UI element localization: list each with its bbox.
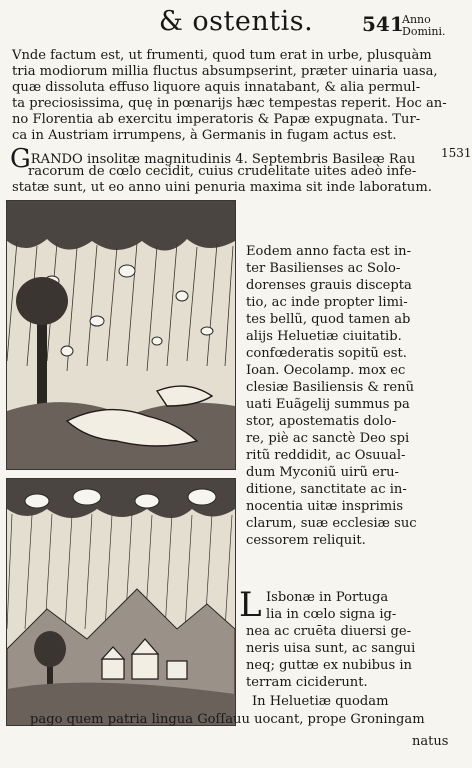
text-line: clarum, suæ ecclesiæ suc [246,516,417,531]
text-line: ditione, sanctitate ac in- [246,482,407,497]
text-line: re, piè ac sanctè Deo spi [246,431,410,446]
text-line: terram ciciderunt. [246,675,368,690]
text-line: ritũ reddidit, ac Osuual- [246,448,406,463]
text-line: tes bellũ, quod tamen ab [246,312,411,327]
text-line: racorum de cœlo cecidit, cuius crudelitate uites adeò infe- [28,164,417,179]
text-line: In Heluetiæ quodam [252,694,389,709]
text-line: stor, apostematis dolo- [246,414,397,429]
text-line: cessorem reliquit. [246,533,366,548]
text-line: tria modiorum millia fluctus absumpserint, præter uinaria uasa, [12,64,438,79]
hailstorm-woodcut [6,200,236,470]
fiery-sky-illustration [7,479,235,725]
text-line: neq; guttæ ex nubibus in [246,658,412,673]
text-line: Isbonæ in Portuga [266,590,389,605]
margin-year: 1531 [441,146,472,160]
text-line: nea ac cruēta diuersi ge- [246,624,412,639]
running-title: & ostentis. [158,6,314,37]
text-line: nocentia uitæ insprimis [246,499,404,514]
text-line: no Florentia ab exercitu imperatoris & Papæ expugnata. Tur- [12,112,421,127]
text-line: tio, ac inde propter limi- [246,295,408,310]
text-line: uati Euãgelij summus pa [246,397,410,412]
text-line: statæ sunt, ut eo anno uini penuria maxima sit inde laboratum. [12,180,432,195]
text-line: Ioan. Oecolamp. mox ec [246,363,406,378]
text-line: confœderatis sopitũ est. [246,346,407,361]
drop-cap-l: L [239,585,262,625]
drop-cap-g: G [10,144,31,174]
margin-note-anno-domini: Anno Domini. [402,13,446,38]
text-line: lia in cœlo signa ig- [266,607,397,622]
text-line: ter Basilienses ac Solo- [246,261,401,276]
catchword: natus [412,734,449,749]
text-line: neris uisa sunt, ac sangui [246,641,416,656]
text-line: pago quem patria lingua Goſſauu uocant, prope Groningam [30,712,425,727]
text-line: ta preciosissima, quę in pœnarijs hæc tempestas reperit. Hoc an- [12,96,447,111]
text-line: dum Myconiũ uirũ eru- [246,465,399,480]
page-number: 541 [362,12,404,36]
text-line: clesiæ Basiliensis & renũ [246,380,415,395]
text-line: alijs Heluetiæ ciuitatib. [246,329,402,344]
fiery-sky-woodcut [6,478,236,726]
hailstorm-illustration [7,201,235,469]
text-line: ca in Austriam irrumpens, à Germanis in fugam actus est. [12,128,397,143]
text-line: Vnde factum est, ut frumenti, quod tum erat in urbe, plusquàm [12,48,432,63]
text-line: Eodem anno facta est in- [246,244,412,259]
text-line: RANDO insolitæ magnitudinis 4. Septembris Basileæ Rau [30,152,416,167]
text-line: quæ dissoluta effuso liquore aquis innatabant, & alia permul- [12,80,421,95]
text-line: dorenses grauis discepta [246,278,412,293]
